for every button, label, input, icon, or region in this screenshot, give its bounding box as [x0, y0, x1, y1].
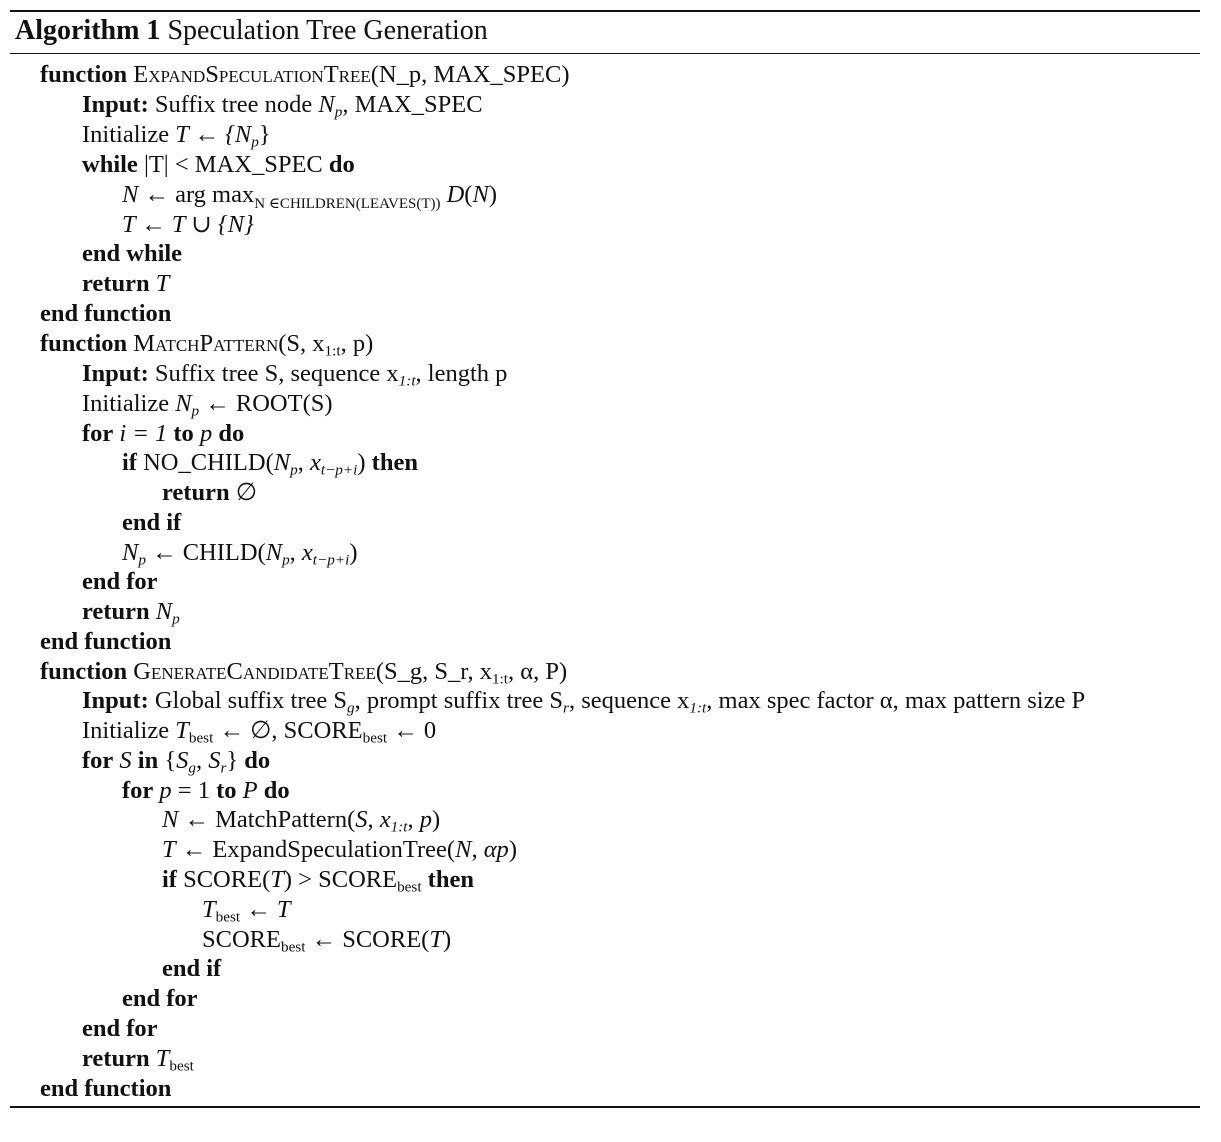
expand-while-line: while |T| < MAX_SPEC do [82, 151, 355, 178]
generate-end-if: end if [162, 955, 222, 982]
expand-signature: function ExpandSpeculationTree(N_p, MAX_SPEC) [40, 61, 570, 88]
generate-for-s-line: for S in {$S_g$, $S_r$} do [82, 747, 271, 777]
algorithm-header [15, 13, 488, 49]
generate-function-name: GenerateCandidateTree [133, 658, 376, 685]
match-signature: function MatchPattern(S, $x_{1:t}$, p) [40, 330, 374, 360]
match-input-line: Input: Suffix tree S, sequence $x_{1:t}$, length p [82, 360, 508, 390]
expand-union-line: T ← T ∪ {N} [122, 211, 254, 238]
bottom-rule [10, 1106, 1200, 1108]
algorithm-title: Speculation Tree Generation [167, 15, 488, 46]
match-init-line: Initialize $N_p$ ← ROOT(S) [82, 390, 333, 420]
generate-end-function: end function [40, 1075, 172, 1102]
generate-assign-tbest: $T_{best}$ ← T [202, 896, 291, 926]
expand-end-while: end while [82, 240, 183, 267]
expand-input-line: Input: Suffix tree node $N_p$, MAX_SPEC [82, 91, 483, 121]
generate-assign-score: $SCORE_{best}$ ← SCORE(T) [202, 926, 452, 956]
generate-return-line: return $T_{best}$ [82, 1045, 194, 1075]
algorithm-label: Algorithm 1 [15, 15, 161, 46]
generate-signature: function GenerateCandidateTree(S_g, S_r, $x_{1:t}$, α, P) [40, 658, 568, 688]
match-for-line: for i = 1 to p do [82, 420, 245, 447]
expand-return-line: return T [82, 270, 170, 297]
match-return-line: return $N_p$ [82, 598, 180, 628]
header-rule [10, 53, 1200, 54]
generate-init-line: Initialize $T_{best}$ ← ∅, $SCORE_{best}$ ← 0 [82, 717, 437, 747]
generate-end-for-p: end for [122, 985, 198, 1012]
expand-end-function: end function [40, 300, 172, 327]
top-rule [10, 10, 1200, 12]
match-if-line: if $NO\_CHILD(N_p$, $x_{t-p+i}$) then [122, 449, 418, 479]
generate-match-call-line: N ← MatchPattern(S, $x_{1:t}$, p) [162, 806, 441, 836]
expand-init-line: Initialize T ← $\{N_p\}$ [82, 121, 271, 151]
match-end-for: end for [82, 568, 158, 595]
expand-argmax-line: N ← arg $\max_{N \in CHILDREN(LEAVES(T))} D(N)$ [122, 181, 497, 212]
expand-function-name: ExpandSpeculationTree [133, 61, 371, 88]
match-end-if: end if [122, 509, 182, 536]
generate-if-line: if SCORE(T) > $SCORE_{best}$ then [162, 866, 474, 896]
generate-end-for-s: end for [82, 1015, 158, 1042]
match-end-function: end function [40, 628, 172, 655]
generate-input-line: Input: Global suffix tree $S_g$, prompt suffix tree $S_r$, sequence $x_{1:t}$, max spec factor α, max pattern size P [82, 687, 1086, 717]
match-function-name: MatchPattern [133, 330, 279, 357]
generate-expand-call-line: T ← ExpandSpeculationTree(N, αp) [162, 836, 517, 863]
match-child-line: $N_p$ ← $CHILD(N_p$, $x_{t-p+i}$) [122, 539, 358, 569]
generate-for-p-line: for p = 1 to P do [122, 777, 290, 804]
match-return-empty: return ∅ [162, 479, 258, 506]
